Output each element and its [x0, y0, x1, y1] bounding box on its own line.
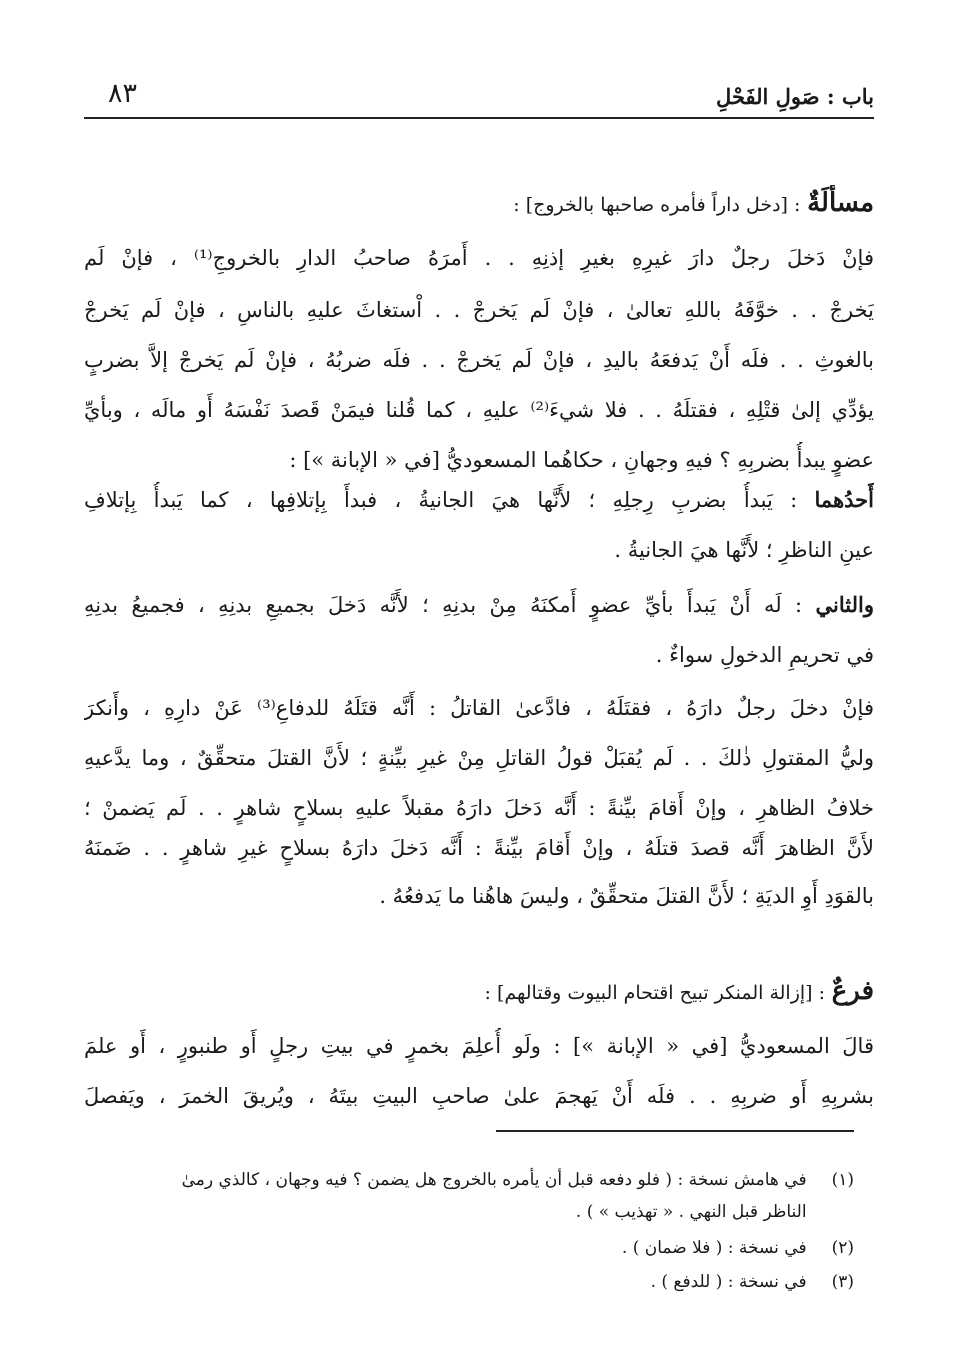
text-line: خلافُ الظاهرِ ، وإنْ أَقامَ بيِّنةً : أَنَّه دَخلَ دارَهُ مقبلاً عليهِ بسلاحٍ شاهرٍ . . لَم يَضمنْ ؛ [84, 796, 874, 820]
first-view-text: : يَبدأُ بضربِ رِجلِهِ ؛ لأَنَّها هيَ الجانيةُ ، فبدأَ بِإتلافِها ، كما يَبدأُ بِإتلافِ [84, 488, 798, 512]
text-line: يَخرجْ . . خوَّفَهُ باللهِ تعالىٰ ، فإنْ لَم يَخرجْ . . اْستغاثَ عليهِ بالناسِ ، فإنْ لَم يَخرجْ [84, 298, 874, 322]
footnote-text: في نسخة : ( فلا ضمان ) . [621, 1238, 807, 1258]
masala-topic: : [دخل داراً فأمره صاحبها بالخروج] : [513, 194, 801, 216]
second-view-text: : لَه أَنْ يَبدأَ بأيِّ عضوٍ أَمكنَهُ مِنْ بدنِهِ ؛ لأَنَّه دَخلَ بجميعِ بدنِهِ ، فجميعُ بدنِهِ [84, 593, 803, 617]
far-heading [84, 973, 874, 1013]
footnote [84, 1198, 854, 1228]
text-line: بالغوثِ . . فلَه أَنْ يَدفعَهُ باليدِ ، فإنْ لَم يَخرجْ . . فلَه ضربُهُ ، فإنْ لَم يَخرجْ إلاَّ بضربٍ [84, 348, 874, 372]
header-rule [84, 117, 874, 119]
footnote-rule [496, 1130, 854, 1132]
text-line: عضوٍ يبدأُ بضربِهِ ؟ فيهِ وجهانِ ، حكاهُما المسعوديُّ [في « الإبانة »] : [289, 448, 874, 472]
footnote-number: (٢) [831, 1238, 854, 1258]
first-view-line [84, 482, 874, 522]
text-line: قالَ المسعوديُّ [في « الإبانة »] : ولَو أُعلِمَ بخمرٍ في بيتِ رجلٍ أَو طنبورٍ ، أَو علمَ [84, 1034, 874, 1058]
text-line: وليُّ المقتولِ ذٰلكَ . . لَم يُقبَلْ قولُ القاتلِ مِنْ غيرِ بيِّنةٍ ؛ لأَنَّ القتلَ متحقِّقٌ ، وما يدَّعيهِ [84, 746, 874, 770]
footnote-text: الناظر قبل النهي . « تهذيب » ) . [575, 1202, 807, 1222]
text-line: بشربِهِ أَو ضربِهِ . . فلَه أَنْ يَهجمَ علىٰ صاحبِ البيتِ بيتَهُ ، ويُريقَ الخمرَ ، ويَفصلَ [84, 1084, 874, 1108]
footnote-text: في هامش نسخة : ( فلو دفعه قبل أن يأمره بالخروج هل يضمن ؟ فيه وجهان ، كالذي رمىٰ [181, 1170, 807, 1190]
page-header [84, 78, 874, 118]
text-line: فإنْ دَخلَ رجلٌ دارَ غيرِهِ بغيرِ إذنِهِ . . أَمرَهُ صاحبُ الدارِ بالخروجِ⁽¹⁾ ، فإنْ لَم [84, 246, 874, 270]
chapter-title: باب : صَولِ الفَحْلِ [716, 84, 874, 109]
text-line: في تحريمِ الدخولِ سواءٌ . [655, 643, 874, 667]
footnote [84, 1268, 854, 1298]
footnote [84, 1166, 854, 1196]
text-line: لأَنَّ الظاهرَ أَنَّه قصدَ قتلَهُ ، وإنْ أَقامَ بيِّنةً : أَنَّه دَخلَ دارَهُ بسلاحٍ غيرِ شاهرٍ . . ضَمنَهُ [84, 836, 874, 860]
second-view-line [84, 587, 874, 627]
far-topic: : [إزالة المنكر تبيح اقتحام البيوت وقتالهم] : [484, 982, 826, 1004]
page-number: ٨٣ [108, 78, 138, 109]
text-line: عينِ الناظرِ ؛ لأَنَّها هيَ الجانيةُ . [614, 538, 874, 562]
text-line: يؤدِّي إلىٰ قتْلِهِ ، فقتلَهُ . . فلا شيءَ⁽²⁾ عليهِ ، كما قُلنا فيمَنْ قَصدَ نَفْسَهُ أَو مالَه ، وبأيِّ [84, 398, 874, 422]
masala-heading [84, 185, 874, 225]
text-line: فإنْ دخلَ رجلٌ دارَهُ ، فقتَلَهُ ، فادَّعىٰ القاتلُ : أَنَّه قتَلَهُ للدفاعِ⁽³⁾ عَنْ دارِهِ ، وأَنكرَ [84, 696, 874, 720]
footnote [84, 1234, 854, 1264]
footnote-number: (٣) [831, 1272, 854, 1292]
footnote-number: (١) [831, 1170, 854, 1190]
text-line: بالقوَدِ أَوِ الديَةِ ؛ لأَنَّ القتلَ متحقِّقٌ ، وليسَ هاهُنا ما يَدفعُهُ . [379, 884, 874, 908]
footnote-text: في نسخة : ( للدفع ) . [650, 1272, 807, 1292]
far-label: فرعٌ [831, 976, 874, 1006]
masala-label: مسأَلَةٌ [807, 188, 874, 218]
second-view-label: والثاني [815, 592, 874, 617]
first-view-label: أَحدُهما [814, 487, 874, 512]
